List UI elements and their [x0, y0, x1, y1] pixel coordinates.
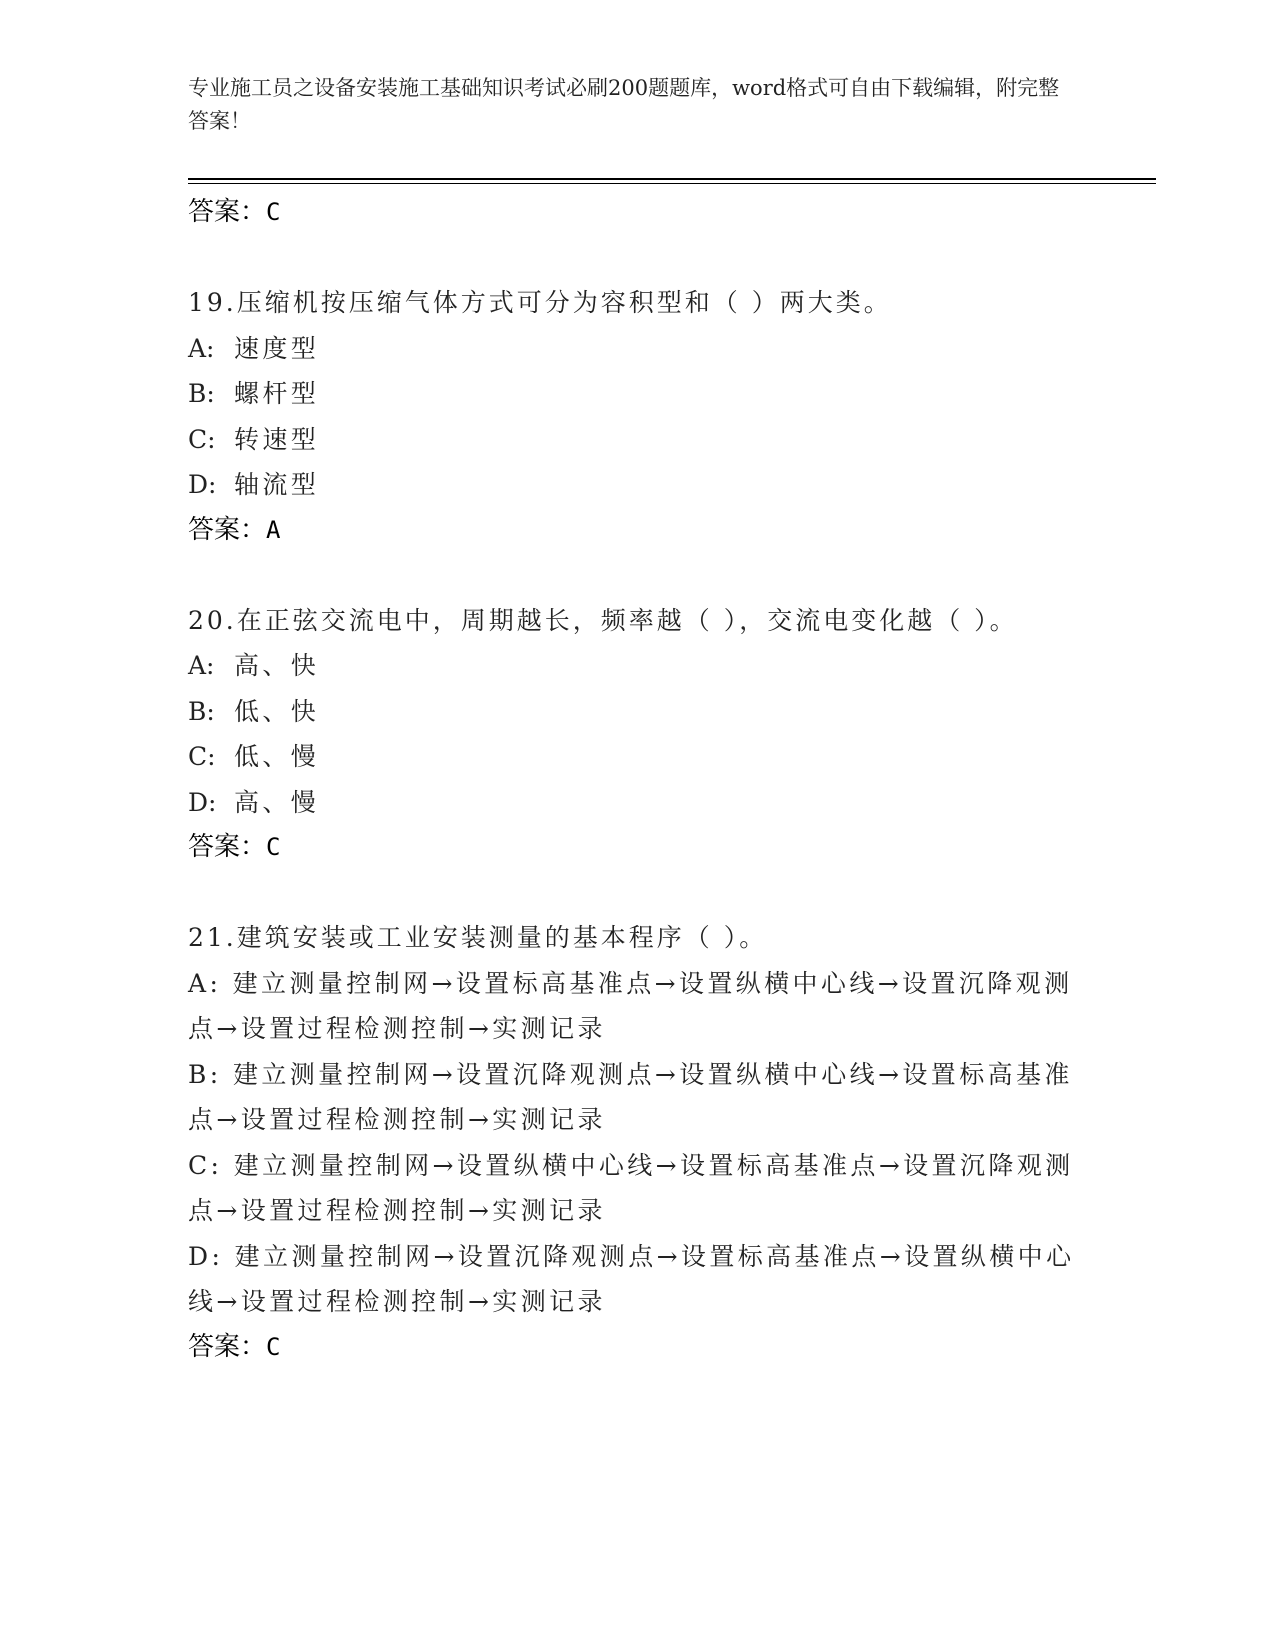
answer-value: C: [266, 198, 281, 226]
option-d: [188, 780, 1088, 826]
option-letter: A:: [188, 333, 215, 363]
option-text: 建立测量控制网→设置沉降观测点→设置标高基准点→设置纵横中心线→设置过程检测控制→实测记录: [188, 1241, 1075, 1316]
option-b: [188, 689, 1088, 735]
header-divider-thin: [188, 183, 1156, 184]
answer-label: 答案：: [188, 197, 267, 227]
answer-label: 答案：: [188, 832, 267, 862]
option-letter: B:: [188, 1059, 222, 1089]
answer-line: [188, 1325, 1088, 1369]
option-text: 螺杆型: [234, 379, 320, 408]
option-text: 建立测量控制网→设置标高基准点→设置纵横中心线→设置沉降观测点→设置过程检测控制→实测记录: [188, 968, 1073, 1043]
option-letter: B:: [188, 379, 215, 408]
option-text: 建立测量控制网→设置沉降观测点→设置纵横中心线→设置标高基准点→设置过程检测控制→实测记录: [188, 1059, 1073, 1134]
option-text: 转速型: [234, 424, 320, 454]
option-text: 低、快: [234, 696, 320, 726]
option-text: 高、慢: [234, 787, 320, 817]
option-text: 低、慢: [234, 742, 320, 771]
option-letter: C:: [188, 424, 216, 454]
answer-line: [188, 190, 1088, 234]
option-c: [188, 417, 1088, 463]
option-a: [188, 961, 1088, 1052]
option-letter: D:: [188, 1241, 224, 1271]
question-stem: 20.在正弦交流电中，周期越长，频率越（ ），交流电变化越（ ）。: [188, 605, 1018, 635]
option-letter: A:: [188, 968, 222, 998]
option-letter: D:: [188, 470, 217, 499]
option-d: [188, 1234, 1088, 1325]
option-text: 轴流型: [234, 470, 320, 499]
answer-line: [188, 508, 1088, 552]
header-divider: [188, 178, 1156, 180]
question-21: [188, 915, 1088, 1369]
answer-value: A: [266, 515, 281, 544]
option-text: 速度型: [234, 333, 320, 363]
question-20: [188, 598, 1088, 870]
option-b: [188, 371, 1088, 417]
option-text: 建立测量控制网→设置纵横中心线→设置标高基准点→设置沉降观测点→设置过程检测控制→实测记录: [188, 1150, 1074, 1225]
option-letter: C:: [188, 1150, 223, 1180]
answer-label: 答案：: [188, 1331, 267, 1362]
answer-value: C: [266, 1332, 281, 1361]
option-c: [188, 734, 1088, 780]
option-letter: B:: [188, 696, 215, 726]
question-19: [188, 280, 1088, 552]
option-c: [188, 1143, 1088, 1234]
answer-line: [188, 825, 1088, 869]
option-letter: A:: [188, 651, 215, 680]
option-letter: D:: [188, 787, 217, 817]
answer-value: C: [266, 833, 281, 861]
document-header: 专业施工员之设备安装施工基础知识考试必刷200题题库，word格式可自由下载编辑，附完整答案！: [188, 76, 1060, 133]
option-d: [188, 462, 1088, 508]
question-stem: 19.压缩机按压缩气体方式可分为容积型和（ ）两大类。: [188, 288, 892, 317]
option-a: [188, 326, 1088, 372]
option-text: 高、快: [234, 651, 320, 680]
answer-label: 答案：: [188, 514, 267, 545]
question-list: [188, 190, 1088, 1369]
question-stem: 21.建筑安装或工业安装测量的基本程序（ ）。: [188, 923, 768, 952]
option-b: [188, 1052, 1088, 1143]
option-a: [188, 643, 1088, 689]
option-letter: C:: [188, 742, 216, 771]
